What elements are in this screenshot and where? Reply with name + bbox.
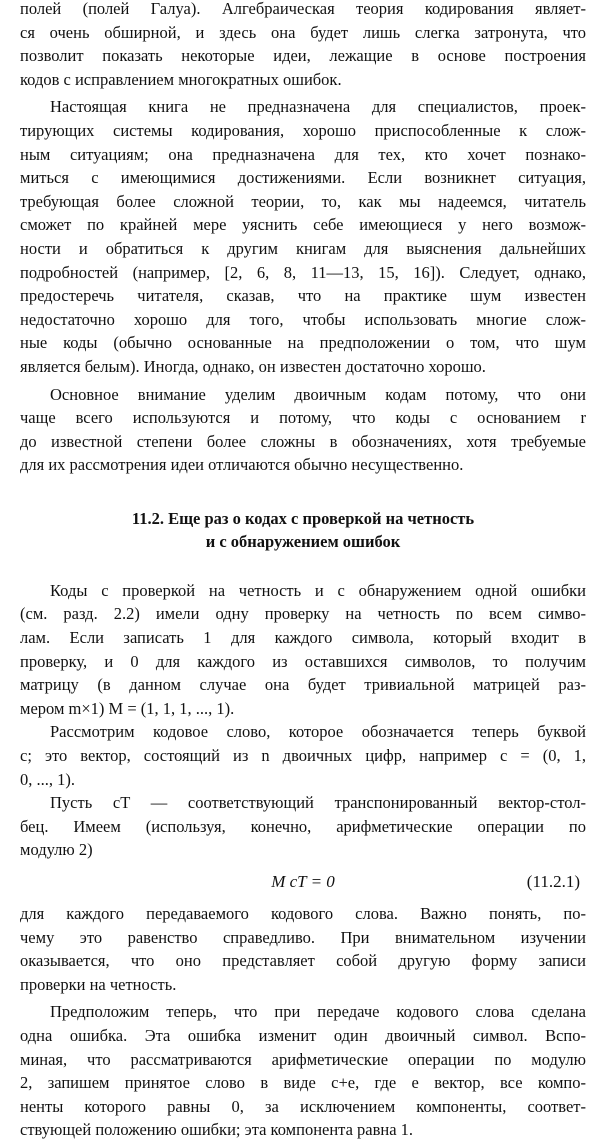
text-line: ности и обратиться к другим книгам для выяснения дальнейших	[20, 238, 586, 258]
text-line: модулю 2)	[20, 840, 93, 860]
text-line: миться с имеющимися достижениями. Если возникнет ситуация,	[20, 168, 586, 188]
text-line: ся очень обширной, и здесь она будет лишь слегка затронута, что	[20, 22, 586, 42]
section-number: 11.2.	[131, 508, 164, 528]
text-line: одна ошибка. Эта ошибка изменит один двоичный символ. Вспо-	[20, 1025, 586, 1045]
text-line: ным ситуациям; она предназначена для тех, кто хочет познако-	[20, 144, 586, 164]
text-line: подробностей (например, [2, 6, 8, 11—13, 15, 16]). Следует, однако,	[20, 262, 586, 282]
text-line: требующая более сложной теории, то, как мы надеемся, читатель	[20, 191, 586, 211]
paragraph-transpose	[20, 791, 586, 862]
text-line: предостеречь читателя, сказав, что на практике шум известен	[20, 286, 586, 306]
text-line: для каждого передаваемого кодового слова. Важно понять, по-	[20, 904, 586, 923]
text-line: чаще всего используются и потому, что коды с основанием r	[20, 408, 586, 428]
paragraph-galois	[20, 0, 586, 91]
text-line: 0, ..., 1).	[20, 769, 75, 789]
text-line: проверки на четность.	[20, 974, 177, 994]
text-line: 2, запишем принятое слово в виде c+e, где e вектор, все компо-	[20, 1073, 586, 1093]
text-line: ные коды (обычно основанные на предположении о том, что шум	[20, 333, 586, 353]
text-line: Пусть cT — соответствующий транспонированный вектор-стол-	[50, 793, 586, 813]
section-text	[20, 579, 586, 1142]
text-line: сможет по крайней мере уяснить себе имеющиеся у него возмож-	[20, 215, 586, 235]
text-line: для их рассмотрения идеи отличаются обычно несущественно.	[20, 455, 464, 475]
text-line: матрицу (в данном случае она будет тривиальной матрицей раз-	[20, 675, 586, 695]
text-line: Рассмотрим кодовое слово, которое обозначается теперь буквой	[50, 722, 586, 742]
text-line: позволит показать некоторые идеи, лежащие в основе построения	[20, 46, 586, 66]
text-line: Настоящая книга не предназначена для специалистов, проек-	[50, 97, 586, 117]
text-line: Коды с проверкой на четность и с обнаружением одной ошибки	[50, 580, 586, 600]
text-line: бец. Имеем (используя, конечно, арифметические операции по	[20, 816, 586, 836]
paragraph-binary-codes	[20, 383, 586, 477]
section-title-part-1: Еще раз о кодах с проверкой на четность	[168, 508, 475, 528]
equation-number: (11.2.1)	[526, 872, 580, 891]
intro-text	[20, 0, 586, 477]
text-line: до известной степени более сложны в обозначениях, хотя требуемые	[20, 431, 586, 451]
text-line: Основное внимание уделим двоичным кодам потому, что они	[50, 384, 586, 404]
text-line: ствующей положению ошибки; эта компонента равна 1.	[20, 1120, 414, 1140]
section-heading-line-1	[20, 507, 586, 530]
paragraph-book-purpose	[20, 95, 586, 378]
text-line: (см. разд. 2.2) имели одну проверку на четность по всем симво-	[20, 604, 586, 624]
paragraph-equality	[20, 902, 586, 996]
text-line: недостаточно хорошо для того, чтобы использовать многие слож-	[20, 309, 586, 329]
section-title-part-2: и с обнаружением ошибок	[205, 531, 401, 551]
text-line: кодов с исправлением многократных ошибок.	[20, 69, 342, 89]
paragraph-single-error	[20, 1000, 586, 1142]
text-line: оказывается, что оно представляет собой другую форму записи	[20, 951, 586, 971]
paragraph-codeword	[20, 720, 586, 791]
text-line: миная, что рассматриваются арифметические операции по модулю	[20, 1049, 586, 1069]
text-line: тирующих системы кодирования, хорошо приспособленные к слож-	[20, 120, 586, 140]
text-line: проверку, и 0 для каждого из оставшихся символов, то получим	[20, 651, 586, 671]
text-line: мером m×1) M = (1, 1, 1, ..., 1).	[20, 698, 235, 718]
text-line: ненты которого равны 0, за исключением компоненты, соответ-	[20, 1096, 586, 1116]
equation-11-2-1	[20, 862, 586, 902]
equation-expression: M cT = 0	[271, 872, 335, 891]
section-heading	[20, 507, 586, 553]
text-line: c; это вектор, состоящий из n двоичных цифр, например c = (0, 1,	[20, 746, 586, 766]
text-line: лам. Если записать 1 для каждого символа, который входит в	[20, 628, 586, 648]
text-line: полей (полей Галуа). Алгебраическая теория кодирования являет-	[20, 0, 586, 18]
text-line: является белым). Иногда, однако, он известен достаточно хорошо.	[20, 356, 486, 376]
paragraph-parity-codes	[20, 579, 586, 721]
text-line: Предположим теперь, что при передаче кодового слова сделана	[50, 1002, 586, 1022]
text-line: чему это равенство справедливо. При внимательном изучении	[20, 927, 586, 947]
